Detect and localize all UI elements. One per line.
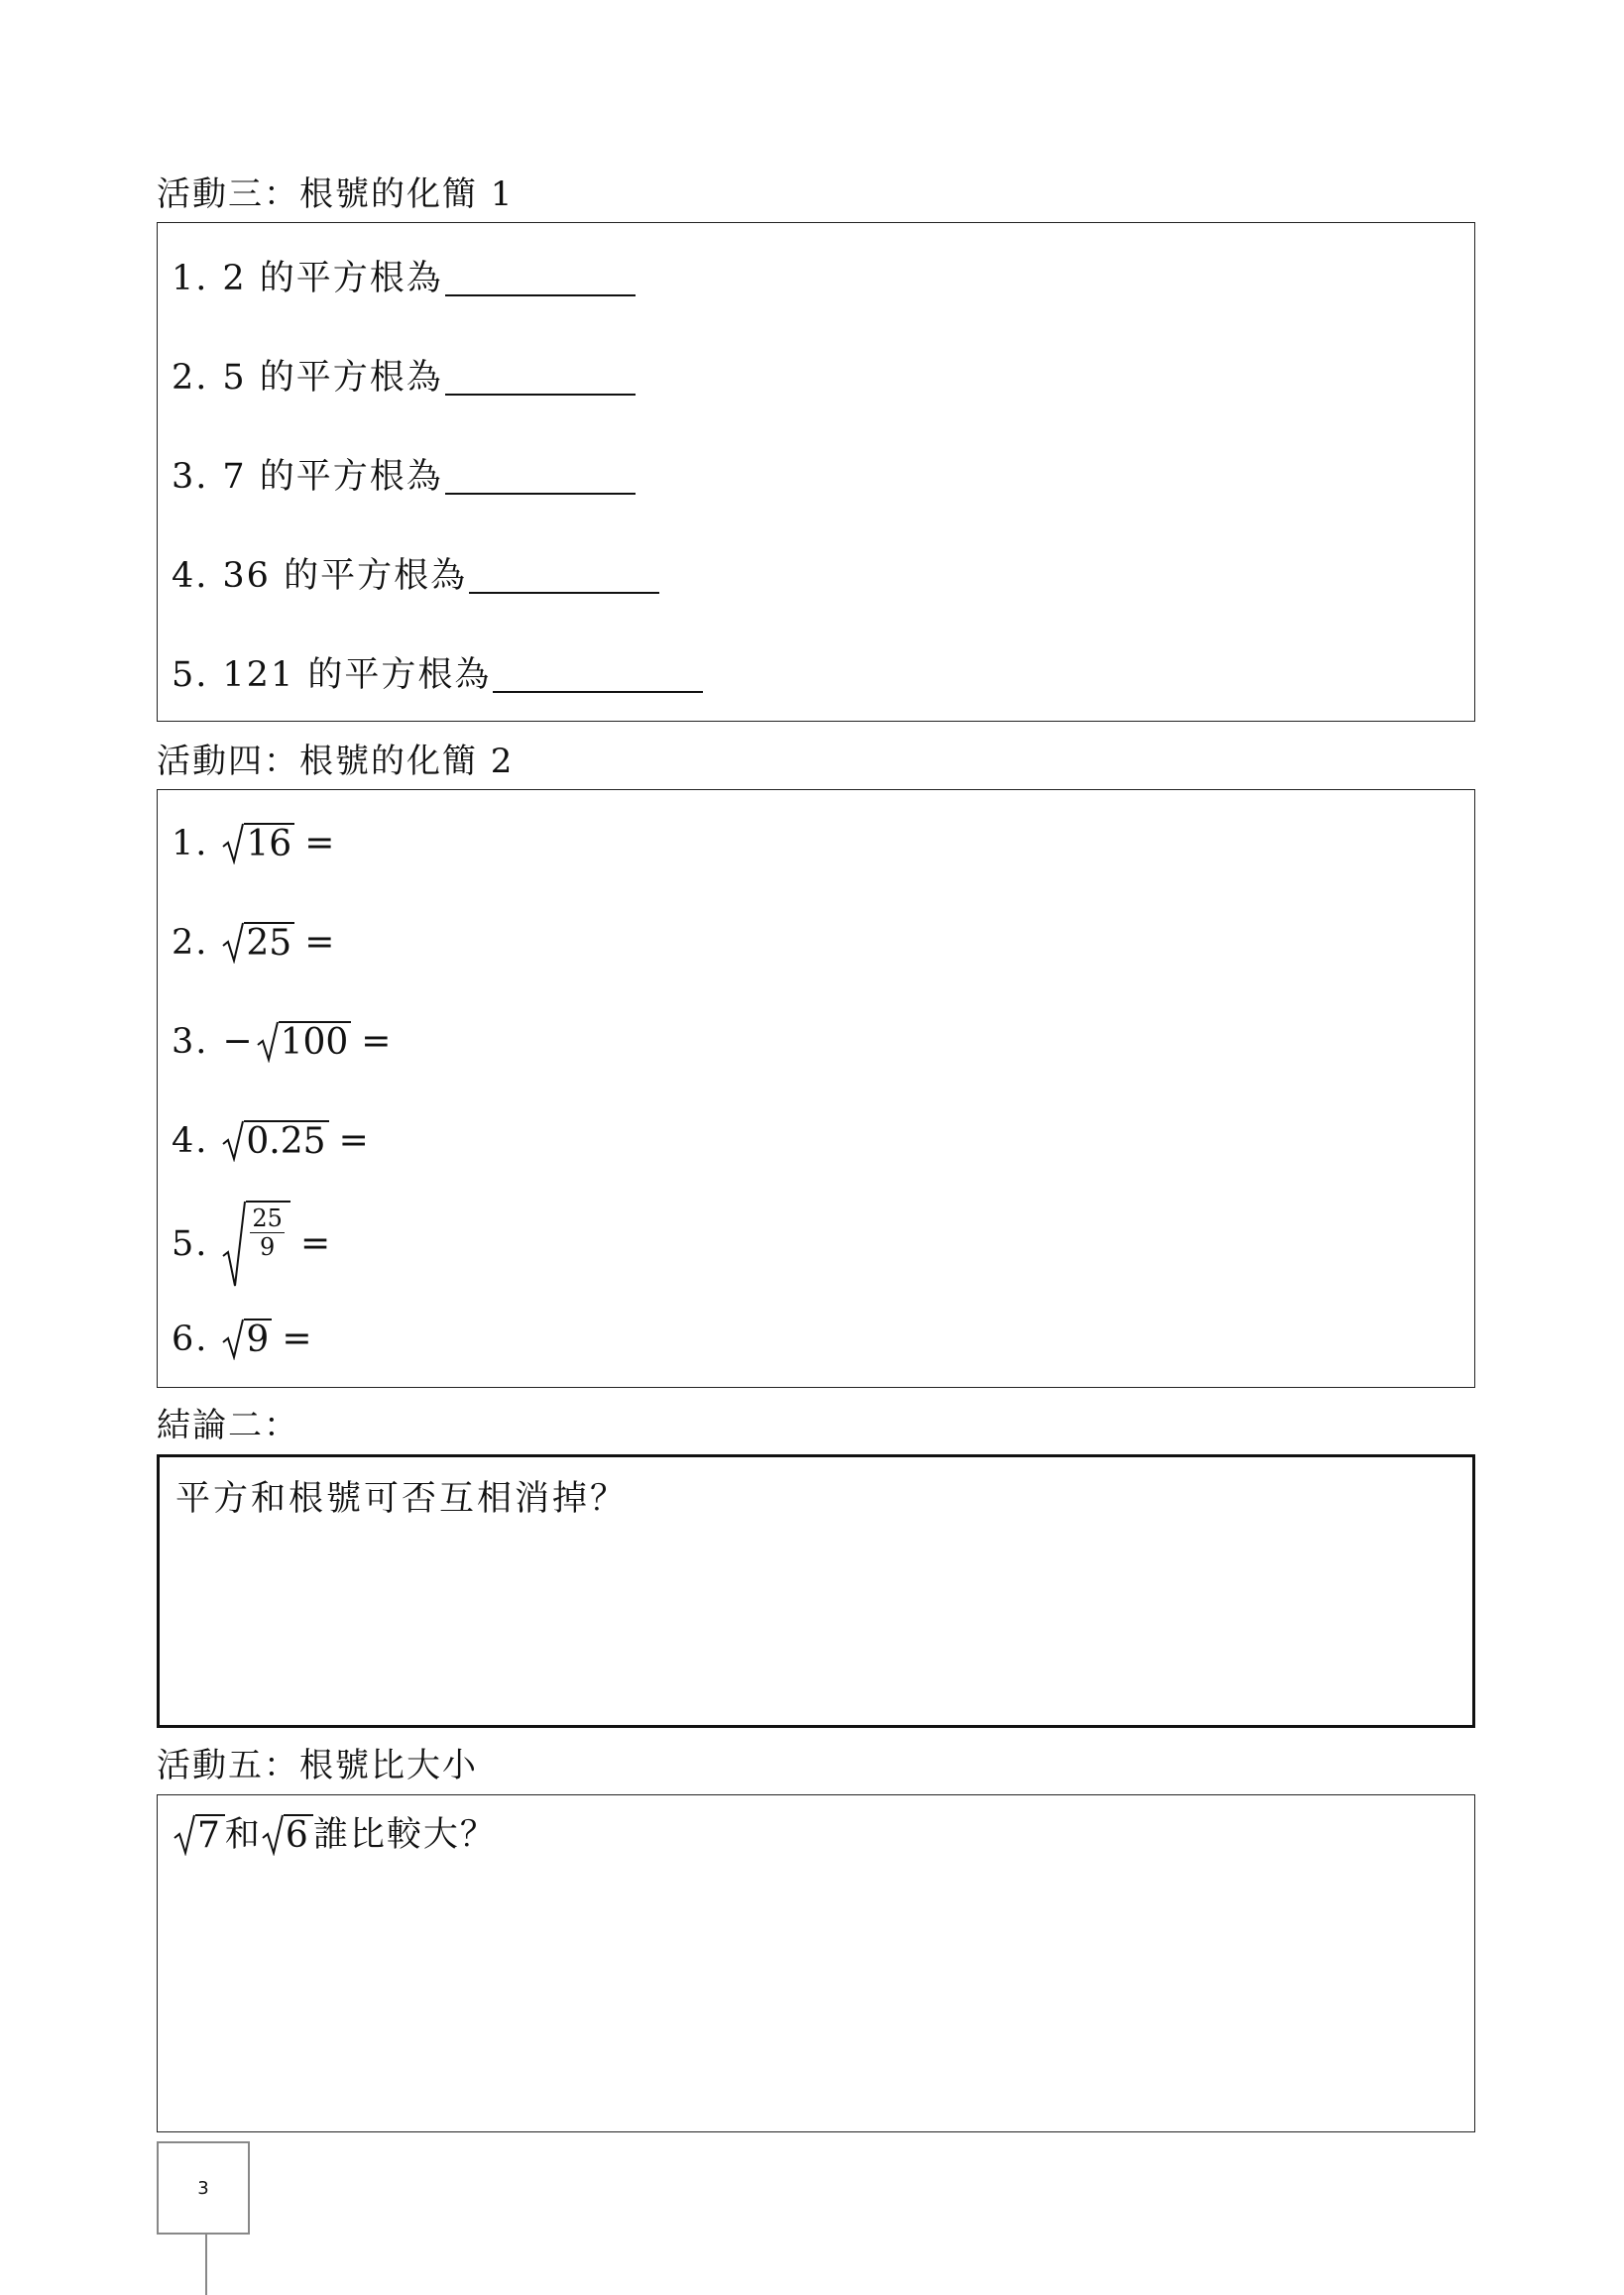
radical-sign-icon [257, 1021, 279, 1063]
activity5-question [174, 1813, 497, 1857]
item-number: 3. [172, 457, 209, 497]
sqrt-expression [262, 1814, 313, 1856]
activity4-item-2 [172, 921, 334, 965]
activity4-item-5 [172, 1201, 330, 1288]
radicand: 0.25 [244, 1120, 328, 1162]
radicand: 6 [284, 1814, 313, 1856]
radical-sign-icon [222, 1120, 244, 1162]
item-number: 4. [172, 556, 209, 596]
answer-blank[interactable] [445, 261, 636, 296]
activity4-item-1 [172, 822, 334, 865]
sqrt-expression [222, 1120, 328, 1162]
activity3-item-1 [172, 257, 636, 300]
item-number: 1. [172, 259, 209, 298]
activity4-item-3 [172, 1020, 391, 1064]
radical-sign-icon [222, 823, 244, 864]
activity4-box [157, 789, 1475, 1388]
conclusion2-question: 平方和根號可否互相消掉？ [175, 1479, 629, 1519]
item-text: 36 的平方根為 [222, 556, 468, 596]
item-number: 6. [172, 1320, 209, 1359]
radicand: 9 [244, 1319, 272, 1360]
answer-blank[interactable] [445, 459, 636, 495]
radicand: 7 [195, 1814, 225, 1856]
item-text: 5 的平方根為 [222, 358, 443, 398]
item-number: 5. [172, 1224, 209, 1264]
activity3-item-4 [172, 554, 659, 598]
sqrt-expression [222, 1319, 272, 1360]
radical-sign-icon [174, 1814, 195, 1856]
item-number: 5. [172, 655, 209, 695]
activity3-item-3 [172, 455, 636, 499]
question-tail: 誰比較大？ [312, 1815, 497, 1855]
activity5-heading: 活動五：根號比大小 [157, 1746, 478, 1785]
denominator: 9 [260, 1233, 276, 1261]
radical-sign-icon [262, 1814, 284, 1856]
connector-text: 和 [224, 1815, 262, 1855]
activity5-box[interactable] [157, 1794, 1475, 2132]
equals-sign: = [304, 922, 335, 963]
sqrt-expression [222, 922, 294, 964]
item-text: 2 的平方根為 [222, 259, 443, 298]
activity3-item-5 [172, 653, 703, 697]
page-number-connector-line [205, 2235, 207, 2295]
answer-blank[interactable] [445, 360, 636, 396]
conclusion2-box[interactable] [157, 1454, 1475, 1728]
numerator: 25 [252, 1205, 283, 1232]
activity4-heading: 活動四：根號的化簡 2 [157, 742, 515, 781]
equals-sign: = [299, 1223, 331, 1264]
minus-sign: − [222, 1021, 253, 1062]
answer-blank[interactable] [469, 558, 659, 594]
item-text: 121 的平方根為 [222, 655, 492, 695]
equals-sign: = [338, 1120, 369, 1161]
activity4-item-4 [172, 1119, 369, 1163]
equals-sign: = [361, 1021, 392, 1062]
radical-sign-icon [222, 1201, 246, 1288]
equals-sign: = [304, 823, 335, 863]
item-number: 2. [172, 358, 209, 398]
activity4-item-6 [172, 1318, 311, 1361]
item-number: 3. [172, 1022, 209, 1062]
fraction [246, 1201, 290, 1288]
item-number: 2. [172, 923, 209, 963]
sqrt-expression [257, 1021, 352, 1063]
radical-sign-icon [222, 1319, 244, 1360]
answer-blank[interactable] [493, 657, 703, 693]
page-number: 3 [197, 2177, 209, 2199]
radicand: 25 [244, 922, 294, 964]
item-text: 7 的平方根為 [222, 457, 443, 497]
radicand: 16 [244, 823, 294, 864]
page-number-box [157, 2141, 250, 2235]
item-number: 4. [172, 1121, 209, 1161]
sqrt-fraction-expression [222, 1201, 290, 1288]
activity3-heading: 活動三：根號的化簡 1 [157, 174, 515, 214]
activity3-item-2 [172, 356, 636, 400]
conclusion2-heading: 結論二： [157, 1406, 299, 1445]
radical-sign-icon [222, 922, 244, 964]
sqrt-expression [174, 1814, 225, 1856]
radicand: 100 [279, 1021, 352, 1063]
item-number: 1. [172, 824, 209, 863]
equals-sign: = [282, 1319, 312, 1359]
sqrt-expression [222, 823, 294, 864]
activity3-box [157, 222, 1475, 722]
